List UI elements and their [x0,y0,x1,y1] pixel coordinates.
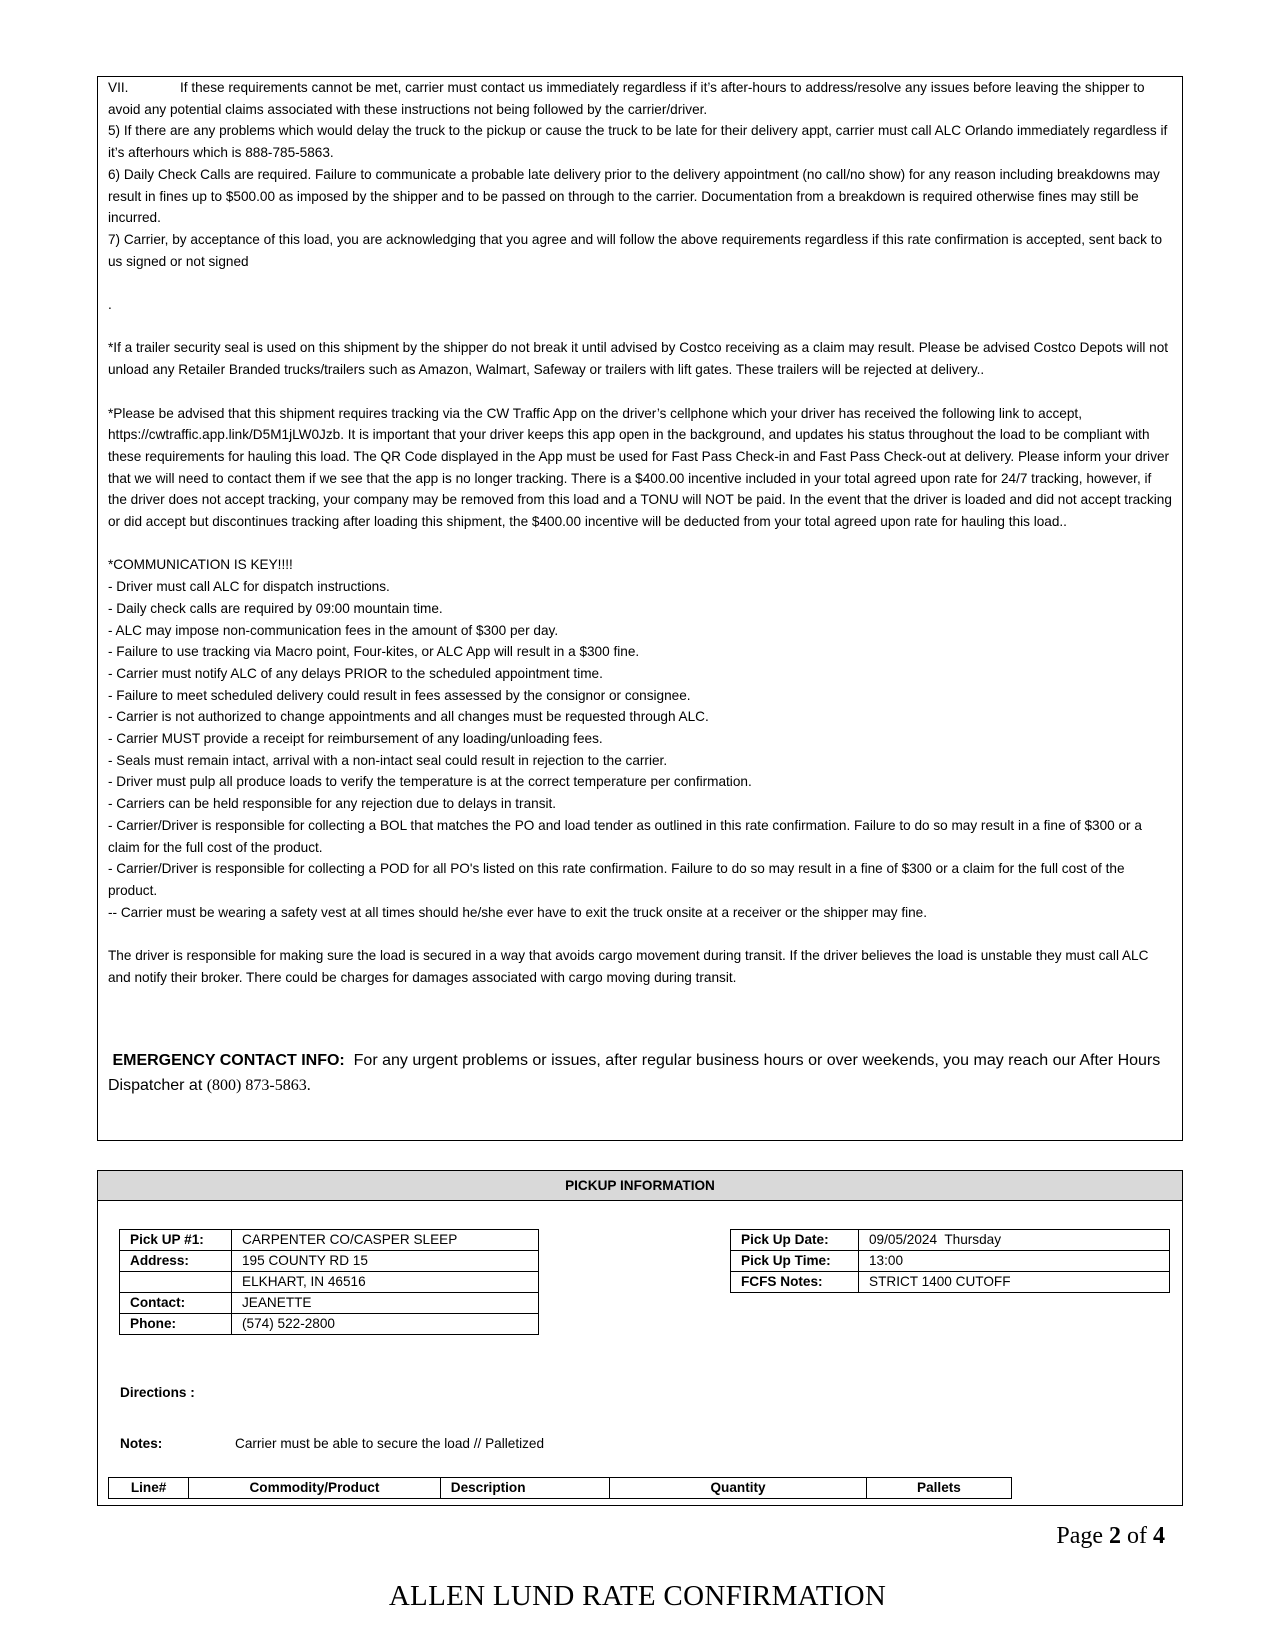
time-label: Pick Up Time: [731,1251,859,1272]
term-vii [108,77,1172,120]
communication-item: - Carrier is not authorized to change appointments and all changes must be requested through ALC. [108,709,709,725]
communication-item: - Carrier must notify ALC of any delays PRIOR to the scheduled appointment time. [108,665,603,681]
fcfs-value: STRICT 1400 CUTOFF [859,1272,1170,1293]
communication-item: - Carriers can be held responsible for any rejection due to delays in transit. [108,796,557,812]
directions-label: Directions : [120,1385,195,1400]
communication-item: - Failure to use tracking via Macro point, Four-kites, or ALC App will result in a $300 fine. [108,644,640,660]
commodity-table [108,1477,1012,1499]
terms-section [97,76,1183,1141]
commodity-header-row [109,1478,1012,1499]
pickup-location-table [119,1229,539,1335]
date-label: Pick Up Date: [731,1230,859,1251]
phone-value: (574) 522-2800 [232,1314,539,1335]
communication-item: -- Carrier must be wearing a safety vest at all times should he/she ever have to exit the truck onsite at a receiver or the shipper may fine. [108,904,928,920]
communication-item: - Carrier/Driver is responsible for collecting a BOL that matches the PO and load tender as outlined in this rate confirmation. Failure to do so may result in a fine of $300 or a claim for the full cost of the product. [108,817,1142,855]
communication-item: - Carrier MUST provide a receipt for reimbursement of any loading/unloading fees. [108,731,603,747]
communication-item: - Seals must remain intact, arrival with a non-intact seal could result in rejection to the carrier. [108,752,668,768]
term-6: 6) Daily Check Calls are required. Failure to communicate a probable late delivery prior to the delivery appointment (no call/no show) for any reason including breakdowns may result in fines up to $500.00 as imposed by the shipper and to be passed on through to the carrier. Documentation from a breakdown is required otherwise fines may still be incurred. [108,166,1160,226]
column-header: Commodity/Product [189,1478,441,1499]
contact-label: Contact: [120,1293,232,1314]
address-label: Address: [120,1251,232,1272]
document-title: ALLEN LUND RATE CONFIRMATION [388,1580,887,1612]
emergency-phone: (800) 873-5863. [206,1076,311,1094]
term-vii-text: If these requirements cannot be met, carrier must contact us immediately regardless if it’s after-hours to address/resolve any issues before leaving the shipper to avoid any potential claims associated with these instructions not being followed by the carrier/driver. [108,80,1145,117]
time-value: 13:00 [859,1251,1170,1272]
phone-label: Phone: [120,1314,232,1335]
communication-heading: *COMMUNICATION IS KEY!!!! [108,557,293,573]
column-header: Description [440,1478,609,1499]
column-header: Pallets [866,1478,1011,1499]
term-vii-number: VII. [108,80,129,95]
communication-item: - Failure to meet scheduled delivery could result in fees assessed by the consignor or consignee. [108,687,691,703]
communication-item: - Daily check calls are required by 09:00 mountain time. [108,600,443,616]
date-value: 09/05/2024 Thursday [859,1230,1170,1251]
page-total: 4 [1153,1523,1165,1549]
seal-note: *If a trailer security seal is used on this shipment by the shipper do not break it until advised by Costco receiving as a claim may result. Please be advised Costco Depots will not unload any Retailer Branded trucks/trailers such as Amazon, Walmart, Safeway or trailers with lift gates. These trailers will be rejected at delivery.. [108,340,1169,378]
cargo-note: The driver is responsible for making sure the load is secured in a way that avoids cargo movement during transit. If the driver believes the load is unstable they must call ALC and notify their broker. There could be charges for damages associated with cargo moving during transit. [108,948,1149,985]
fcfs-label: FCFS Notes: [731,1272,859,1293]
page-prefix: Page [1056,1523,1103,1549]
pickup-section [97,1170,1183,1506]
emergency-text: For any urgent problems or issues, after regular business hours or over weekends, you may reach our After Hours Dispatcher at [108,1051,1161,1094]
communication-item: - Carrier/Driver is responsible for collecting a POD for all PO's listed on this rate confirmation. Failure to do so may result in a fine of $300 or a claim for the full cost of the product. [108,861,1125,898]
emergency-contact [108,1048,1172,1098]
pickup-label: Pick UP #1: [120,1230,232,1251]
address-line1: 195 COUNTY RD 15 [232,1251,539,1272]
column-header: Quantity [610,1478,867,1499]
term-5: 5) If there are any problems which would delay the truck to the pickup or cause the truck to be late for their delivery appt, carrier must call ALC Orlando immediately regardless if it’s afterhours which is 888-785-5863. [108,123,1168,161]
contact-value: JEANETTE [232,1293,539,1314]
column-header: Line# [109,1478,189,1499]
page-number [1056,1523,1165,1550]
notes-value: Carrier must be able to secure the load // Palletized [235,1436,545,1451]
term-dot: . [108,297,112,313]
communication-item: - Driver must call ALC for dispatch instructions. [108,579,390,595]
communication-item: - ALC may impose non-communication fees in the amount of $300 per day. [108,622,559,638]
pickup-value: CARPENTER CO/CASPER SLEEP [232,1230,539,1251]
emergency-label: EMERGENCY CONTACT INFO: [112,1051,345,1069]
notes-label: Notes: [120,1436,163,1451]
page-of: of [1127,1523,1147,1549]
pickup-heading: PICKUP INFORMATION [98,1171,1182,1201]
address-line2: ELKHART, IN 46516 [232,1272,539,1293]
tracking-note: *Please be advised that this shipment requires tracking via the CW Traffic App on the driver’s cellphone which your driver has received the following link to accept, https://cwtraffic.app.link/D5M1jLW0Jzb. It is important that your driver keeps this app open in the background, and updates his status throughout the load to be compliant with these requirements for hauling this load. The QR Code displayed in the App must be used for Fast Pass Check-in and Fast Pass Check-out at delivery. Please inform your driver that we will need to contact them if we see that the app is no longer tracking. There is a $400.00 incentive included in your total agreed upon rate for 24/7 tracking, however, if the driver does not accept tracking, your company may be removed from this load and a TONU will NOT be paid. In the event that the driver is loaded and did not accept tracking or did accept but discontinues tracking after loading this shipment, the $400.00 incentive will be deducted from your total agreed upon rate for hauling this load.. [108,405,1172,530]
term-7: 7) Carrier, by acceptance of this load, you are acknowledging that you agree and will follow the above requirements regardless if this rate confirmation is accepted, sent back to us signed or not signed [108,231,1163,269]
communication-item: - Driver must pulp all produce loads to verify the temperature is at the correct temperature per confirmation. [108,774,752,790]
pickup-schedule-table [730,1229,1170,1293]
page-current: 2 [1109,1523,1121,1549]
